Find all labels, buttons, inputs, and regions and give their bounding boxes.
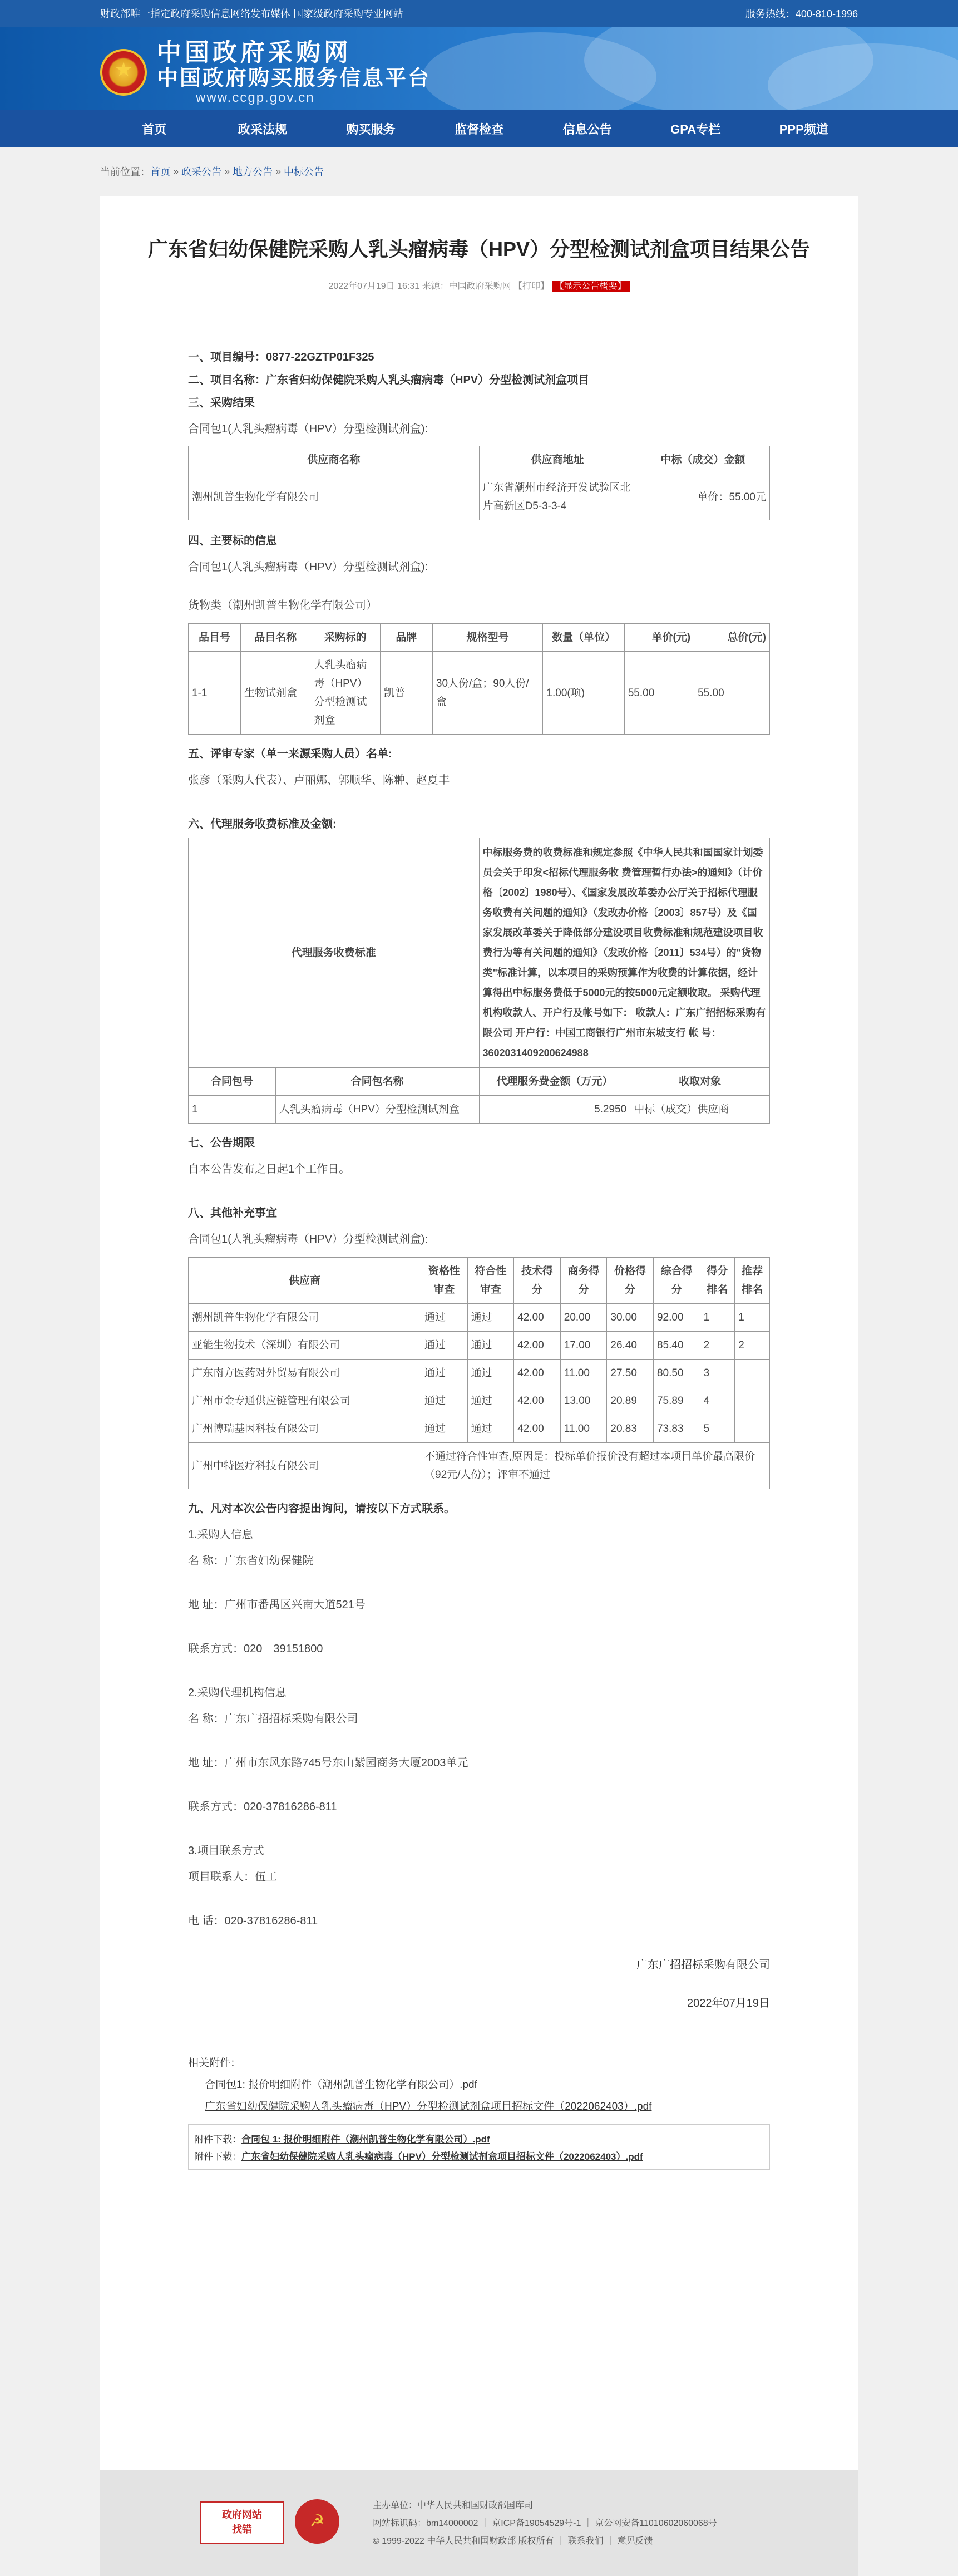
nav-supervision[interactable]: 监督检查 xyxy=(455,122,504,136)
cell: 3 xyxy=(700,1360,735,1387)
cell: 55.00 xyxy=(694,652,770,735)
cell: 20.83 xyxy=(607,1415,654,1443)
footer-sponsor: 主办单位：中华人民共和国财政部国库司 xyxy=(373,2501,534,2510)
col-target: 采购标的 xyxy=(310,624,380,652)
publish-info: 2022年07月19日 16:31 来源：中国政府采购网 【打印】 xyxy=(328,282,550,291)
agency-name: 名 称：广东广招招标采购有限公司 xyxy=(188,1713,358,1725)
fee-standard-desc: 中标服务费的收费标准和规定参照《中华人民共和国国家计划委员会关于印发<招标代理服务收 费管理暂行办法>的通知》（计价格〔2002〕1980号）、《国家发展改革委办公厅关于招标代理服务收费有关问题的通知》（发改办价格〔2003〕857号）及《国家发展改革委关于降低部分建设项目收费标准和规范建设项目收费行为等有关问题的通知》（发改价格〔2011〕534号）的"货物类"标准计算，以本项目的采购预算作为收费的计算依据，经计算得出中标服务费低于5000元的按5000元定额收取。 采购代理机构收款人、开户行及帐号如下： 收款人：广东广招招标采购有限公司 开户行：中国工商银行广州市东城支行 帐 号：3602031409200624988 xyxy=(479,838,770,1068)
fee-standard-label: 代理服务收费标准 xyxy=(189,838,480,1068)
logo-title: 中国政府采购网 xyxy=(157,39,352,66)
cell: 生物试剂盒 xyxy=(241,652,310,735)
col-item-name: 品目名称 xyxy=(241,624,310,652)
breadcrumb-award[interactable]: 中标公告 xyxy=(284,166,324,178)
logo-url: www.ccgp.gov.cn xyxy=(196,90,315,105)
attachments-heading: 相关附件： xyxy=(188,2057,241,2069)
badge-subtitle: 找错 xyxy=(232,2524,252,2535)
cell: 1-1 xyxy=(189,652,241,735)
main-nav xyxy=(0,110,958,147)
cell: 80.50 xyxy=(653,1360,700,1387)
article-meta xyxy=(100,279,858,292)
package-label: 合同包1(人乳头瘤病毒（HPV）分型检测试剂盒): xyxy=(188,423,428,435)
project-contact-heading: 3.项目联系方式 xyxy=(188,1845,264,1857)
cell: 11.00 xyxy=(560,1415,607,1443)
nav-ppp[interactable]: PPP频道 xyxy=(779,122,828,136)
col-supplier: 供应商名称 xyxy=(189,446,480,474)
col-supplier: 供应商 xyxy=(189,1258,421,1304)
cell: 广州市金专通供应链管理有限公司 xyxy=(189,1387,421,1415)
badge-title: 政府网站 xyxy=(222,2509,262,2520)
package-label-2: 合同包1(人乳头瘤病毒（HPV）分型检测试剂盒): xyxy=(188,561,428,573)
cell: 1 xyxy=(189,1096,276,1124)
cell: 42.00 xyxy=(514,1360,561,1387)
col-spec: 规格型号 xyxy=(432,624,543,652)
gov-site-error-badge[interactable] xyxy=(200,2501,284,2544)
cell: 20.00 xyxy=(560,1304,607,1332)
cell: 11.00 xyxy=(560,1360,607,1387)
signer: 广东广招招标采购有限公司 xyxy=(636,1959,770,1971)
cell: 73.83 xyxy=(653,1415,700,1443)
article-container xyxy=(100,196,858,2483)
cell: 2 xyxy=(735,1332,770,1360)
col-unit-price: 单价(元) xyxy=(624,624,694,652)
col-amount: 中标（成交）金额 xyxy=(636,446,769,474)
cell-amount: 单价：55.00元 xyxy=(636,474,769,520)
cell xyxy=(735,1415,770,1443)
package-label-3: 合同包1(人乳头瘤病毒（HPV）分型检测试剂盒): xyxy=(188,1233,428,1245)
breadcrumb: 当前位置： 首页 » 政采公告 » 地方公告 » 中标公告 xyxy=(0,147,958,196)
nav-regulations[interactable]: 政采法规 xyxy=(238,122,287,136)
download-label: 附件下载： xyxy=(194,2134,241,2145)
table-row xyxy=(189,1443,770,1489)
cell: 通过 xyxy=(421,1332,468,1360)
article-body xyxy=(100,314,858,2170)
sign-date: 2022年07月19日 xyxy=(687,1997,770,2009)
cell xyxy=(735,1360,770,1387)
top-bar-slogan: 财政部唯一指定政府采购信息网络发布媒体 国家级政府采购专业网站 xyxy=(100,8,403,19)
cell: 通过 xyxy=(421,1360,468,1387)
cell: 通过 xyxy=(467,1360,514,1387)
header-banner xyxy=(0,27,958,110)
cell: 30人份/盒；90人份/盒 xyxy=(432,652,543,735)
cell: 42.00 xyxy=(514,1387,561,1415)
col-total: 综合得分 xyxy=(653,1258,700,1304)
cell: 42.00 xyxy=(514,1304,561,1332)
cell: 30.00 xyxy=(607,1304,654,1332)
footer-info xyxy=(373,2497,717,2550)
show-summary-button[interactable]: 【显示公告概要】 xyxy=(552,281,630,292)
agency-heading: 2.采购代理机构信息 xyxy=(188,1687,287,1699)
download-link[interactable]: 合同包 1: 报价明细附件（潮州凯普生物化学有限公司）.pdf xyxy=(241,2134,490,2145)
col-item-no: 品目号 xyxy=(189,624,241,652)
section-experts: 五、评审专家（单一来源采购人员）名单: xyxy=(188,748,392,760)
experts-list: 张彦（采购人代表）、卢丽娜、郭顺华、陈翀、赵夏丰 xyxy=(188,774,450,786)
section-other: 八、其他补充事宜 xyxy=(188,1207,277,1219)
section-agency-fee: 六、代理服务收费标准及金额: xyxy=(188,818,337,830)
cell: 5 xyxy=(700,1415,735,1443)
attachment-link[interactable]: 合同包1: 报价明细附件（潮州凯普生物化学有限公司）.pdf xyxy=(205,2079,477,2091)
top-bar xyxy=(0,0,958,27)
cell: 潮州凯普生物化学有限公司 xyxy=(189,1304,421,1332)
buyer-phone: 联系方式：020－39151800 xyxy=(188,1643,323,1655)
attachment-download-box xyxy=(188,2124,770,2170)
col-qty: 数量（单位） xyxy=(543,624,624,652)
section-results: 三、采购结果 xyxy=(188,397,255,409)
col-pkg-name: 合同包名称 xyxy=(275,1068,479,1096)
cell: 4 xyxy=(700,1387,735,1415)
agency-fee-table xyxy=(188,838,770,1124)
scores-table xyxy=(188,1257,770,1489)
cell: 55.00 xyxy=(624,652,694,735)
table-row xyxy=(189,1332,770,1360)
cell: 20.89 xyxy=(607,1387,654,1415)
agency-address: 地 址：广州市东风东路745号东山紫园商务大厦2003单元 xyxy=(188,1757,468,1769)
cell: 人乳头瘤病毒（HPV）分型检测试剂盒 xyxy=(310,652,380,735)
cell: 2 xyxy=(700,1332,735,1360)
service-hotline: 服务热线：400-810-1996 xyxy=(745,8,858,19)
col-rank: 得分排名 xyxy=(700,1258,735,1304)
period-text: 自本公告发布之日起1个工作日。 xyxy=(188,1163,350,1175)
col-total: 总价(元) xyxy=(694,624,770,652)
cell: 人乳头瘤病毒（HPV）分型检测试剂盒 xyxy=(275,1096,479,1124)
cell: 17.00 xyxy=(560,1332,607,1360)
download-label: 附件下载： xyxy=(194,2151,241,2162)
cell: 凯普 xyxy=(380,652,432,735)
col-address: 供应商地址 xyxy=(479,446,636,474)
attachment-link[interactable]: 广东省妇幼保健院采购人乳头瘤病毒（HPV）分型检测试剂盒项目招标文件（2022062403）.pdf xyxy=(205,2101,652,2112)
col-fee: 代理服务费金额（万元） xyxy=(479,1068,630,1096)
cell: 通过 xyxy=(467,1332,514,1360)
buyer-address: 地 址：广州市番禺区兴南大道521号 xyxy=(188,1599,366,1611)
cell: 1 xyxy=(700,1304,735,1332)
section-main-items: 四、主要标的信息 xyxy=(188,535,277,547)
cell: 92.00 xyxy=(653,1304,700,1332)
nav-purchase-services[interactable]: 购买服务 xyxy=(346,122,396,136)
col-brand: 品牌 xyxy=(380,624,432,652)
footer-copyright: © 1999-2022 中华人民共和国财政部 版权所有 ｜ 联系我们 ｜ 意见反馈 xyxy=(373,2536,653,2546)
cell: 85.40 xyxy=(653,1332,700,1360)
table-row xyxy=(189,652,770,735)
breadcrumb-local[interactable]: 地方公告 xyxy=(233,166,273,178)
nav-announcements[interactable]: 信息公告 xyxy=(562,122,612,136)
col-tech: 技术得分 xyxy=(514,1258,561,1304)
cell: 26.40 xyxy=(607,1332,654,1360)
cell-address: 广东省潮州市经济开发试验区北片高新区D5-3-3-4 xyxy=(479,474,636,520)
project-contact-phone: 电 话：020-37816286-811 xyxy=(188,1915,318,1927)
cell: 亚能生物技术（深圳）有限公司 xyxy=(189,1332,421,1360)
cell: 5.2950 xyxy=(479,1096,630,1124)
page-title: 广东省妇幼保健院采购人乳头瘤病毒（HPV）分型检测试剂盒项目结果公告 xyxy=(147,238,811,260)
footer xyxy=(100,2470,858,2576)
col-payer: 收取对象 xyxy=(630,1068,770,1096)
col-price: 价格得分 xyxy=(607,1258,654,1304)
table-row xyxy=(189,1096,770,1124)
cell: 42.00 xyxy=(514,1332,561,1360)
attachments xyxy=(188,2055,770,2170)
cell: 13.00 xyxy=(560,1387,607,1415)
cell-note: 不通过符合性审查,原因是：投标单价报价没有超过本项目单价最高限价（92元/人份）；评审不通过 xyxy=(421,1443,770,1489)
table-row xyxy=(189,1360,770,1387)
nav-gpa[interactable]: GPA专栏 xyxy=(670,122,721,136)
download-link[interactable]: 广东省妇幼保健院采购人乳头瘤病毒（HPV）分型检测试剂盒项目招标文件（2022062403）.pdf xyxy=(241,2151,643,2162)
table-row xyxy=(189,474,770,520)
col-business: 商务得分 xyxy=(560,1258,607,1304)
logo-subtitle: 中国政府购买服务信息平台 xyxy=(157,67,431,90)
site-logo[interactable] xyxy=(100,39,431,106)
buyer-name: 名 称：广东省妇幼保健院 xyxy=(188,1555,314,1567)
col-qualification: 资格性审查 xyxy=(421,1258,468,1304)
project-number: 一、项目编号：0877-22GZTP01F325 xyxy=(188,351,374,363)
cell: 通过 xyxy=(467,1387,514,1415)
cell: 通过 xyxy=(421,1304,468,1332)
cell: 通过 xyxy=(421,1387,468,1415)
cell-supplier: 广州中特医疗科技有限公司 xyxy=(189,1443,421,1489)
cell-supplier: 潮州凯普生物化学有限公司 xyxy=(189,474,480,520)
footer-registration: 网站标识码：bm14000002 ｜ 京ICP备19054529号-1 ｜ 京公网安备11010602060068号 xyxy=(373,2519,717,2528)
buyer-heading: 1.采购人信息 xyxy=(188,1529,253,1541)
cell: 27.50 xyxy=(607,1360,654,1387)
nav-home[interactable]: 首页 xyxy=(142,122,167,136)
cell: 75.89 xyxy=(653,1387,700,1415)
items-table xyxy=(188,623,770,735)
cell: 1.00(项) xyxy=(543,652,624,735)
cell xyxy=(735,1387,770,1415)
cell: 42.00 xyxy=(514,1415,561,1443)
goods-category: 货物类（潮州凯普生物化学有限公司） xyxy=(188,599,377,612)
project-contact-person: 项目联系人：伍工 xyxy=(188,1871,277,1883)
breadcrumb-home[interactable]: 首页 xyxy=(150,166,170,178)
party-emblem-icon[interactable]: ☭ xyxy=(295,2499,339,2544)
breadcrumb-notices[interactable]: 政采公告 xyxy=(181,166,222,178)
cell: 中标（成交）供应商 xyxy=(630,1096,770,1124)
col-recommend: 推荐排名 xyxy=(735,1258,770,1304)
results-table xyxy=(188,446,770,520)
cell: 广东南方医药对外贸易有限公司 xyxy=(189,1360,421,1387)
table-row xyxy=(189,1304,770,1332)
cell: 广州博瑞基因科技有限公司 xyxy=(189,1415,421,1443)
table-row xyxy=(189,1387,770,1415)
section-period: 七、公告期限 xyxy=(188,1137,255,1149)
col-compliance: 符合性审查 xyxy=(467,1258,514,1304)
col-pkg-no: 合同包号 xyxy=(189,1068,276,1096)
cell: 通过 xyxy=(467,1304,514,1332)
breadcrumb-prefix: 当前位置： xyxy=(100,166,150,178)
national-emblem-icon xyxy=(100,49,147,96)
cell: 通过 xyxy=(467,1415,514,1443)
cell: 1 xyxy=(735,1304,770,1332)
section-contact: 九、凡对本次公告内容提出询问，请按以下方式联系。 xyxy=(188,1503,455,1515)
project-name: 二、项目名称：广东省妇幼保健院采购人乳头瘤病毒（HPV）分型检测试剂盒项目 xyxy=(188,374,590,386)
table-row xyxy=(189,1415,770,1443)
cell: 通过 xyxy=(421,1415,468,1443)
agency-phone: 联系方式：020-37816286-811 xyxy=(188,1801,337,1813)
